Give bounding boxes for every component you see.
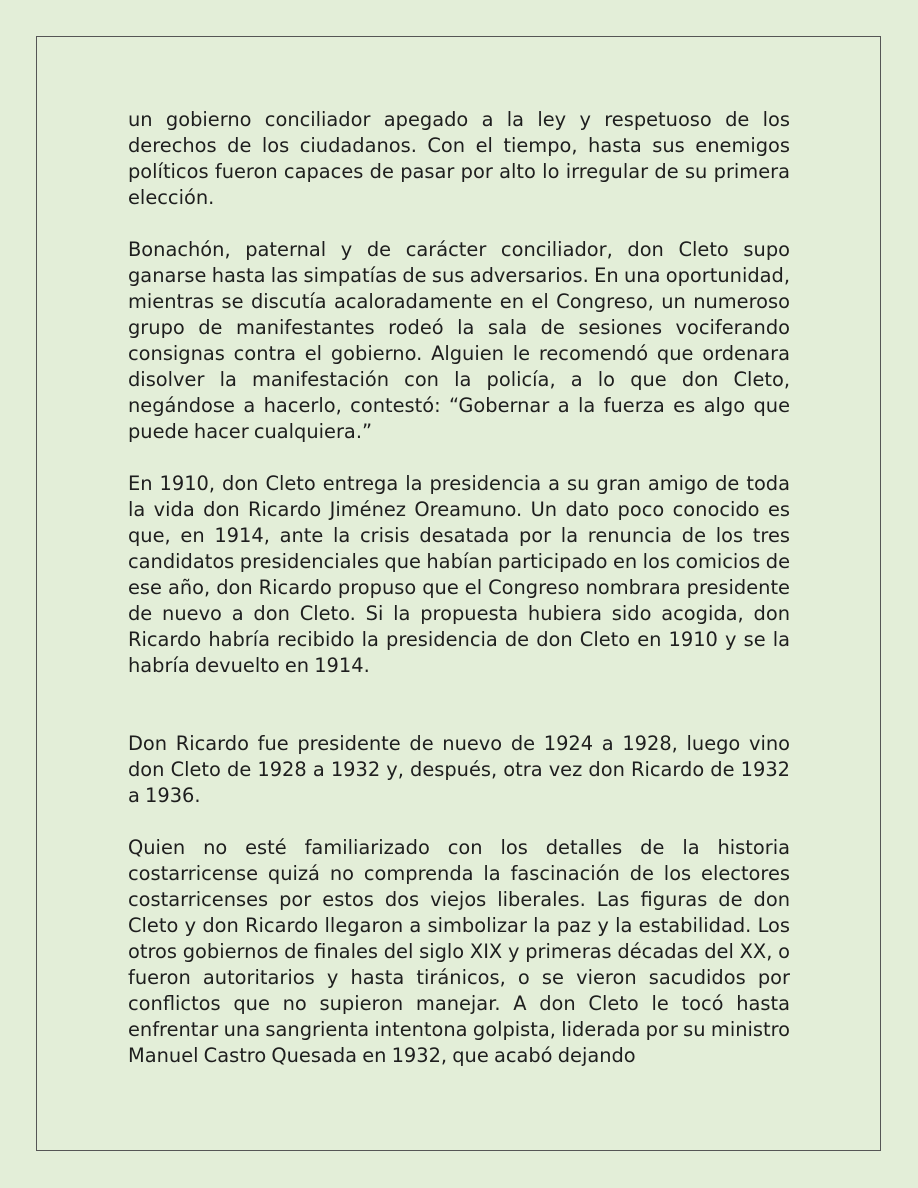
paragraph-3: En 1910, don Cleto entrega la presidencia a su gran amigo de toda la vida don Ricardo Jiménez Oreamuno. Un dato poco conocido es que, en 1914, ante la crisis desatada por la renuncia de los tres candidatos presidenciales que habían participado en los comicios de ese año, don Ricardo propuso que el Congreso nombrara presidente de nuevo a don Cleto. Si la propuesta hubiera sido acogida, don Ricardo habría recibido la presidencia de don Cleto en 1910 y se la habría devuelto en 1914. bbox=[128, 472, 790, 677]
paragraph-spacer bbox=[128, 445, 790, 471]
paragraph-spacer bbox=[128, 211, 790, 237]
paragraph-1: un gobierno conciliador apegado a la ley y respetuoso de los derechos de los ciudadanos. Con el tiempo, hasta sus enemigos políticos fueron capaces de pasar por alto lo irregular de su primera elección. bbox=[128, 108, 790, 209]
paragraph-spacer bbox=[128, 809, 790, 835]
paragraph-2: Bonachón, paternal y de carácter conciliador, don Cleto supo ganarse hasta las simpatías de sus adversarios. En una oportunidad, mientras se discutía acaloradamente en el Congreso, un numeroso grupo de manifestantes rodeó la sala de sesiones vociferando consignas contra el gobierno. Alguien le recomendó que ordenara disolver la manifestación con la policía, a lo que don Cleto, negándose a hacerlo, contestó: “Gobernar a la fuerza es algo que puede hacer cualquiera.” bbox=[128, 238, 790, 443]
paragraph-5: Quien no esté familiarizado con los detalles de la historia costarricense quizá no comprenda la fascinación de los electores costarricenses por estos dos viejos liberales. Las figuras de don Cleto y don Ricardo llegaron a simbolizar la paz y la estabilidad. Los otros gobiernos de finales del siglo XIX y primeras décadas del XX, o fueron autoritarios y hasta tiránicos, o se vieron sacudidos por conflictos que no supieron manejar. A don Cleto le tocó hasta enfrentar una sangrienta intentona golpista, liderada por su ministro Manuel Castro Quesada en 1932, que acabó dejando bbox=[128, 836, 790, 1067]
document-body bbox=[128, 107, 790, 1069]
paragraph-spacer bbox=[128, 679, 790, 731]
paragraph-4: Don Ricardo fue presidente de nuevo de 1924 a 1928, luego vino don Cleto de 1928 a 1932 y, después, otra vez don Ricardo de 1932 a 1936. bbox=[128, 732, 790, 807]
